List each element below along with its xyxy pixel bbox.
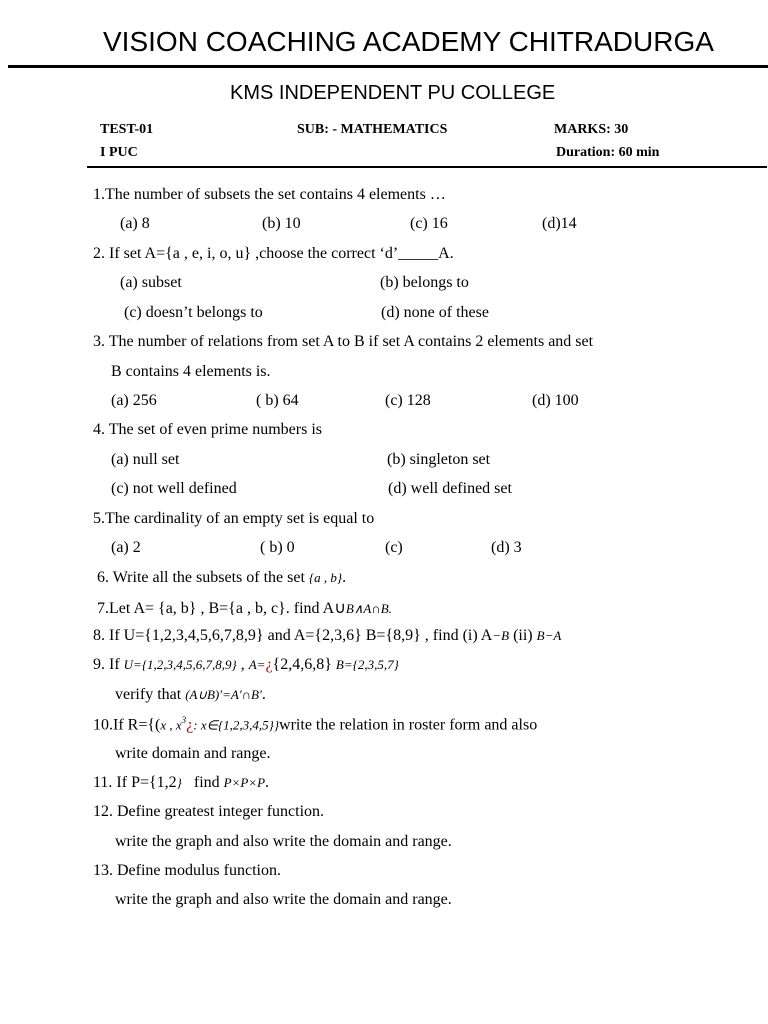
question-3-line-2: B contains 4 elements is. <box>111 363 271 380</box>
subject-label: SUB: - MATHEMATICS <box>297 122 448 137</box>
q5-option-b: ( b) 0 <box>260 539 295 556</box>
question-9 <box>93 656 399 674</box>
q11-math: P×P×P <box>223 775 266 790</box>
q7-math: B∧A∩B. <box>345 601 392 616</box>
q8-text: 8. If U={1,2,3,4,5,6,7,8,9} and A={2,3,6} B={8,9} , find (i) A <box>93 627 493 644</box>
q2-option-c: (c) doesn’t belongs to <box>124 304 263 321</box>
q5-option-d: (d) 3 <box>491 539 522 556</box>
q8-mid: (ii) <box>509 627 537 644</box>
question-5: 5.The cardinality of an empty set is equal to <box>93 510 375 527</box>
q2-option-d: (d) none of these <box>381 304 489 321</box>
q9-text: 9. If <box>93 656 124 673</box>
q5-option-a: (a) 2 <box>111 539 141 556</box>
q5-option-c: (c) <box>385 539 403 556</box>
question-6 <box>97 569 346 587</box>
header-rule-top <box>8 65 768 68</box>
q6-period: . <box>342 569 347 586</box>
q6-math: {a , b} <box>308 570 343 585</box>
q4-option-b: (b) singleton set <box>387 451 491 468</box>
q9-separator: , <box>236 656 249 673</box>
q1-option-b: (b) 10 <box>262 215 301 232</box>
q9-a-equals: A= <box>248 657 266 672</box>
q2-option-b: (b) belongs to <box>380 274 469 291</box>
q1-option-c: (c) 16 <box>410 215 448 232</box>
question-11 <box>93 774 269 792</box>
q11-brace: } <box>176 775 182 790</box>
marks-label: MARKS: 30 <box>554 122 629 137</box>
q10-suffix: write the relation in roster form and also <box>279 716 538 734</box>
q11-period: . <box>265 774 270 791</box>
question-1: 1.The number of subsets the set contains 4 elements … <box>93 186 446 203</box>
q3-option-d: (d) 100 <box>532 392 579 409</box>
q7-union: ∪ <box>334 600 346 617</box>
q10-superscript: 3 <box>181 715 187 725</box>
q9-set-a: {2,4,6,8} <box>272 656 332 673</box>
q9-period: . <box>261 686 266 703</box>
question-7 <box>97 598 392 618</box>
question-8 <box>93 627 561 645</box>
q6-text: 6. Write all the subsets of the set <box>97 569 309 586</box>
q8-math-2: B−A <box>536 628 562 643</box>
question-4: 4. The set of even prime numbers is <box>93 421 322 438</box>
duration-label: Duration: 60 min <box>556 145 660 160</box>
header-rule-bottom <box>87 166 767 168</box>
q3-option-b: ( b) 64 <box>256 392 299 409</box>
q7-text: 7.Let A= {a, b} , B={a , b, c}. find A <box>97 600 335 617</box>
q4-option-a: (a) null set <box>111 451 180 468</box>
q4-option-d: (d) well defined set <box>388 480 512 497</box>
q11-text: 11. If P={1,2 <box>93 774 177 791</box>
q9-verify-math: (A∪B)′=A′∩B′ <box>185 687 262 702</box>
academy-title: VISION COACHING ACADEMY CHITRADURGA <box>103 26 714 57</box>
q3-option-c: (c) 128 <box>385 392 431 409</box>
question-9-verify <box>115 686 266 704</box>
q10-math-1: x , x <box>160 717 182 733</box>
q9-universal-set: U={1,2,3,4,5,6,7,8,9} <box>123 657 237 672</box>
test-number: TEST-01 <box>100 122 154 137</box>
q10-text: 10.If R={( <box>93 716 161 734</box>
q1-option-a: (a) 8 <box>120 215 150 232</box>
question-2: 2. If set A={a , e, i, o, u} ,choose the correct ‘d’_____A. <box>93 245 454 262</box>
q3-option-a: (a) 256 <box>111 392 157 409</box>
question-3-line-1: 3. The number of relations from set A to B if set A contains 2 elements and set <box>93 333 594 350</box>
question-10-line-2: write domain and range. <box>115 745 271 762</box>
q11-find: find <box>193 774 224 791</box>
q1-option-d: (d)14 <box>542 215 577 232</box>
q9-set-b: B={2,3,5,7} <box>335 657 399 672</box>
question-12-line-2: write the graph and also write the domain and range. <box>115 833 452 850</box>
q10-inverted-question: ¿ <box>186 716 194 734</box>
question-13-line-2: write the graph and also write the domain and range. <box>115 891 452 908</box>
question-12: 12. Define greatest integer function. <box>93 803 325 820</box>
q4-option-c: (c) not well defined <box>111 480 237 497</box>
college-title: KMS INDEPENDENT PU COLLEGE <box>230 82 556 104</box>
q10-math-2: : x∈{1,2,3,4,5}} <box>193 717 280 733</box>
question-10 <box>93 715 537 734</box>
q8-math-1: −B <box>492 628 510 643</box>
q9-verify-text: verify that <box>115 686 186 703</box>
class-label: I PUC <box>100 145 138 160</box>
q9-inverted-question: ¿ <box>265 656 273 673</box>
question-13: 13. Define modulus function. <box>93 862 281 879</box>
q2-option-a: (a) subset <box>120 274 182 291</box>
